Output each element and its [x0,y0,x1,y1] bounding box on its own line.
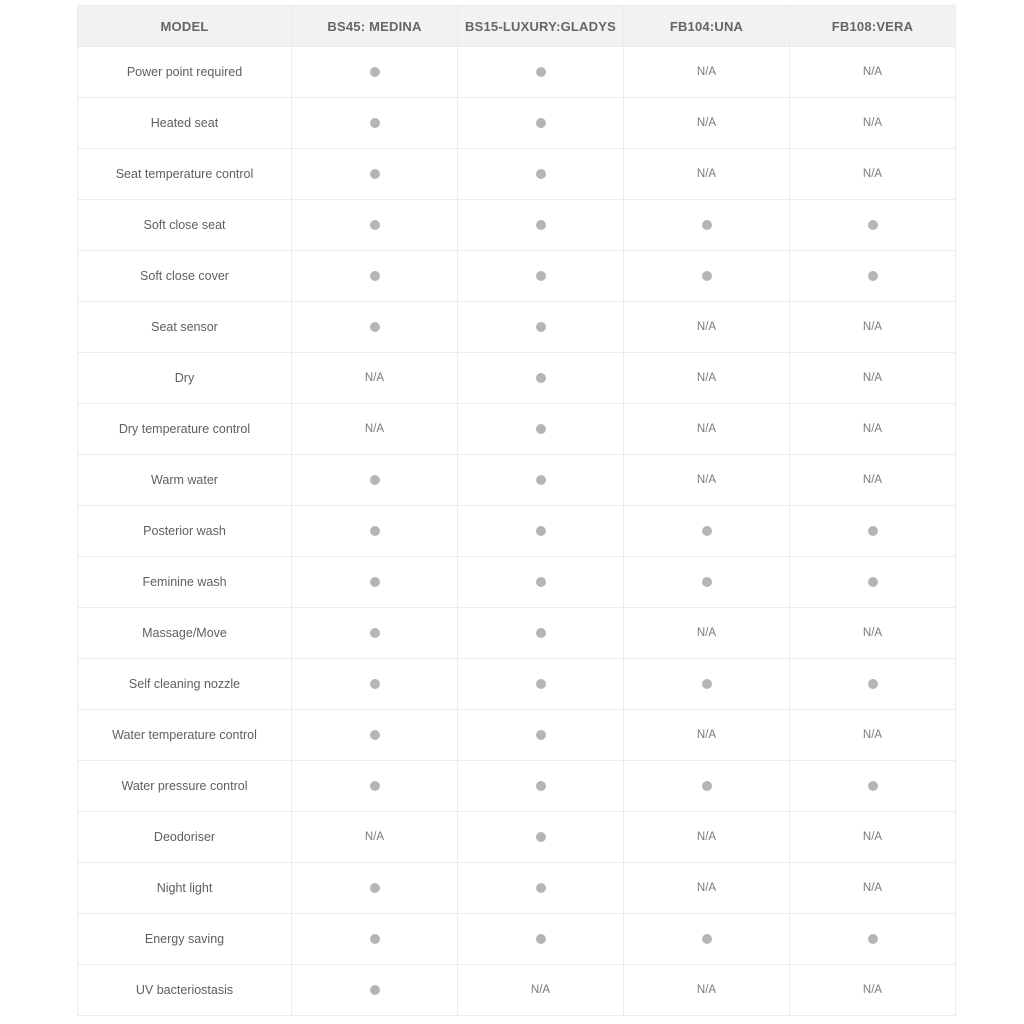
not-available-cell: N/A [790,302,956,353]
available-dot-icon [536,832,546,842]
available-dot-icon [536,67,546,77]
feature-available-cell [292,455,458,506]
feature-available-cell [292,506,458,557]
available-dot-icon [536,271,546,281]
feature-label: Massage/Move [78,608,292,659]
feature-comparison-table [77,5,956,1016]
feature-available-cell [790,506,956,557]
available-dot-icon [536,781,546,791]
feature-label: UV bacteriostasis [78,965,292,1016]
available-dot-icon [702,220,712,230]
not-available-cell: N/A [624,353,790,404]
available-dot-icon [370,883,380,893]
table-row [78,149,956,200]
not-available-cell: N/A [624,404,790,455]
table-row [78,914,956,965]
available-dot-icon [370,985,380,995]
not-available-cell: N/A [292,404,458,455]
available-dot-icon [702,271,712,281]
header-model: MODEL [78,6,292,47]
feature-available-cell [458,506,624,557]
available-dot-icon [702,934,712,944]
available-dot-icon [702,781,712,791]
table-row [78,251,956,302]
header-bs15-luxury-gladys: BS15-LUXURY:GLADYS [458,6,624,47]
not-available-cell: N/A [624,965,790,1016]
available-dot-icon [536,424,546,434]
feature-available-cell [458,557,624,608]
not-available-cell: N/A [790,608,956,659]
feature-available-cell [790,251,956,302]
header-fb108-vera: FB108:VERA [790,6,956,47]
feature-available-cell [790,761,956,812]
available-dot-icon [536,679,546,689]
feature-available-cell [458,812,624,863]
feature-available-cell [458,914,624,965]
feature-label: Energy saving [78,914,292,965]
feature-available-cell [624,251,790,302]
table-row [78,557,956,608]
feature-available-cell [458,404,624,455]
header-bs45-medina: BS45: MEDINA [292,6,458,47]
not-available-cell: N/A [790,404,956,455]
available-dot-icon [536,169,546,179]
feature-available-cell [790,659,956,710]
feature-available-cell [624,200,790,251]
available-dot-icon [536,934,546,944]
feature-available-cell [292,761,458,812]
table-row [78,98,956,149]
table-row [78,608,956,659]
feature-available-cell [458,353,624,404]
available-dot-icon [370,934,380,944]
feature-label: Dry [78,353,292,404]
feature-available-cell [292,710,458,761]
available-dot-icon [370,220,380,230]
feature-label: Dry temperature control [78,404,292,455]
feature-available-cell [292,659,458,710]
not-available-cell: N/A [790,47,956,98]
available-dot-icon [868,781,878,791]
feature-available-cell [292,557,458,608]
feature-available-cell [624,659,790,710]
available-dot-icon [370,169,380,179]
available-dot-icon [370,271,380,281]
table-row [78,812,956,863]
feature-available-cell [458,251,624,302]
feature-available-cell [292,47,458,98]
table-row [78,761,956,812]
available-dot-icon [868,271,878,281]
available-dot-icon [536,118,546,128]
available-dot-icon [702,679,712,689]
available-dot-icon [702,577,712,587]
not-available-cell: N/A [624,98,790,149]
table-row [78,404,956,455]
available-dot-icon [370,628,380,638]
not-available-cell: N/A [790,965,956,1016]
feature-label: Night light [78,863,292,914]
available-dot-icon [868,526,878,536]
feature-available-cell [292,200,458,251]
feature-available-cell [624,914,790,965]
table-row [78,710,956,761]
feature-available-cell [458,863,624,914]
not-available-cell: N/A [790,455,956,506]
available-dot-icon [370,730,380,740]
table-body [78,47,956,1016]
not-available-cell: N/A [624,47,790,98]
not-available-cell: N/A [458,965,624,1016]
feature-available-cell [292,98,458,149]
feature-label: Seat sensor [78,302,292,353]
available-dot-icon [868,934,878,944]
feature-label: Heated seat [78,98,292,149]
feature-available-cell [790,914,956,965]
feature-label: Water temperature control [78,710,292,761]
available-dot-icon [370,577,380,587]
available-dot-icon [370,781,380,791]
feature-available-cell [292,608,458,659]
feature-available-cell [624,761,790,812]
available-dot-icon [536,526,546,536]
table-row [78,965,956,1016]
feature-available-cell [458,302,624,353]
available-dot-icon [536,220,546,230]
available-dot-icon [536,577,546,587]
table-row [78,455,956,506]
feature-label: Water pressure control [78,761,292,812]
table-row [78,200,956,251]
not-available-cell: N/A [292,353,458,404]
available-dot-icon [536,322,546,332]
feature-available-cell [790,200,956,251]
not-available-cell: N/A [790,149,956,200]
table-row [78,47,956,98]
available-dot-icon [370,322,380,332]
feature-available-cell [458,200,624,251]
table-row [78,659,956,710]
not-available-cell: N/A [624,608,790,659]
not-available-cell: N/A [624,455,790,506]
not-available-cell: N/A [292,812,458,863]
available-dot-icon [370,679,380,689]
feature-available-cell [292,149,458,200]
table-row [78,302,956,353]
not-available-cell: N/A [790,812,956,863]
feature-label: Deodoriser [78,812,292,863]
available-dot-icon [536,475,546,485]
feature-available-cell [458,98,624,149]
not-available-cell: N/A [790,863,956,914]
table-header-row [78,6,956,47]
header-fb104-una: FB104:UNA [624,6,790,47]
feature-label: Soft close cover [78,251,292,302]
not-available-cell: N/A [624,149,790,200]
feature-available-cell [458,608,624,659]
feature-available-cell [458,149,624,200]
feature-available-cell [292,251,458,302]
not-available-cell: N/A [624,302,790,353]
not-available-cell: N/A [624,812,790,863]
feature-label: Power point required [78,47,292,98]
feature-label: Seat temperature control [78,149,292,200]
table-row [78,863,956,914]
available-dot-icon [370,118,380,128]
feature-label: Warm water [78,455,292,506]
available-dot-icon [868,220,878,230]
feature-available-cell [790,557,956,608]
feature-available-cell [458,761,624,812]
feature-available-cell [292,914,458,965]
feature-label: Posterior wash [78,506,292,557]
comparison-table-container [77,5,955,1016]
feature-available-cell [458,710,624,761]
not-available-cell: N/A [790,710,956,761]
table-row [78,353,956,404]
available-dot-icon [370,475,380,485]
available-dot-icon [536,373,546,383]
available-dot-icon [536,730,546,740]
available-dot-icon [370,67,380,77]
not-available-cell: N/A [624,863,790,914]
feature-label: Soft close seat [78,200,292,251]
not-available-cell: N/A [624,710,790,761]
available-dot-icon [536,883,546,893]
feature-available-cell [624,506,790,557]
feature-available-cell [292,863,458,914]
feature-available-cell [458,455,624,506]
feature-available-cell [624,557,790,608]
available-dot-icon [536,628,546,638]
feature-available-cell [292,965,458,1016]
feature-label: Self cleaning nozzle [78,659,292,710]
available-dot-icon [868,577,878,587]
feature-available-cell [292,302,458,353]
feature-available-cell [458,47,624,98]
not-available-cell: N/A [790,98,956,149]
available-dot-icon [370,526,380,536]
available-dot-icon [702,526,712,536]
feature-available-cell [458,659,624,710]
not-available-cell: N/A [790,353,956,404]
available-dot-icon [868,679,878,689]
table-row [78,506,956,557]
feature-label: Feminine wash [78,557,292,608]
